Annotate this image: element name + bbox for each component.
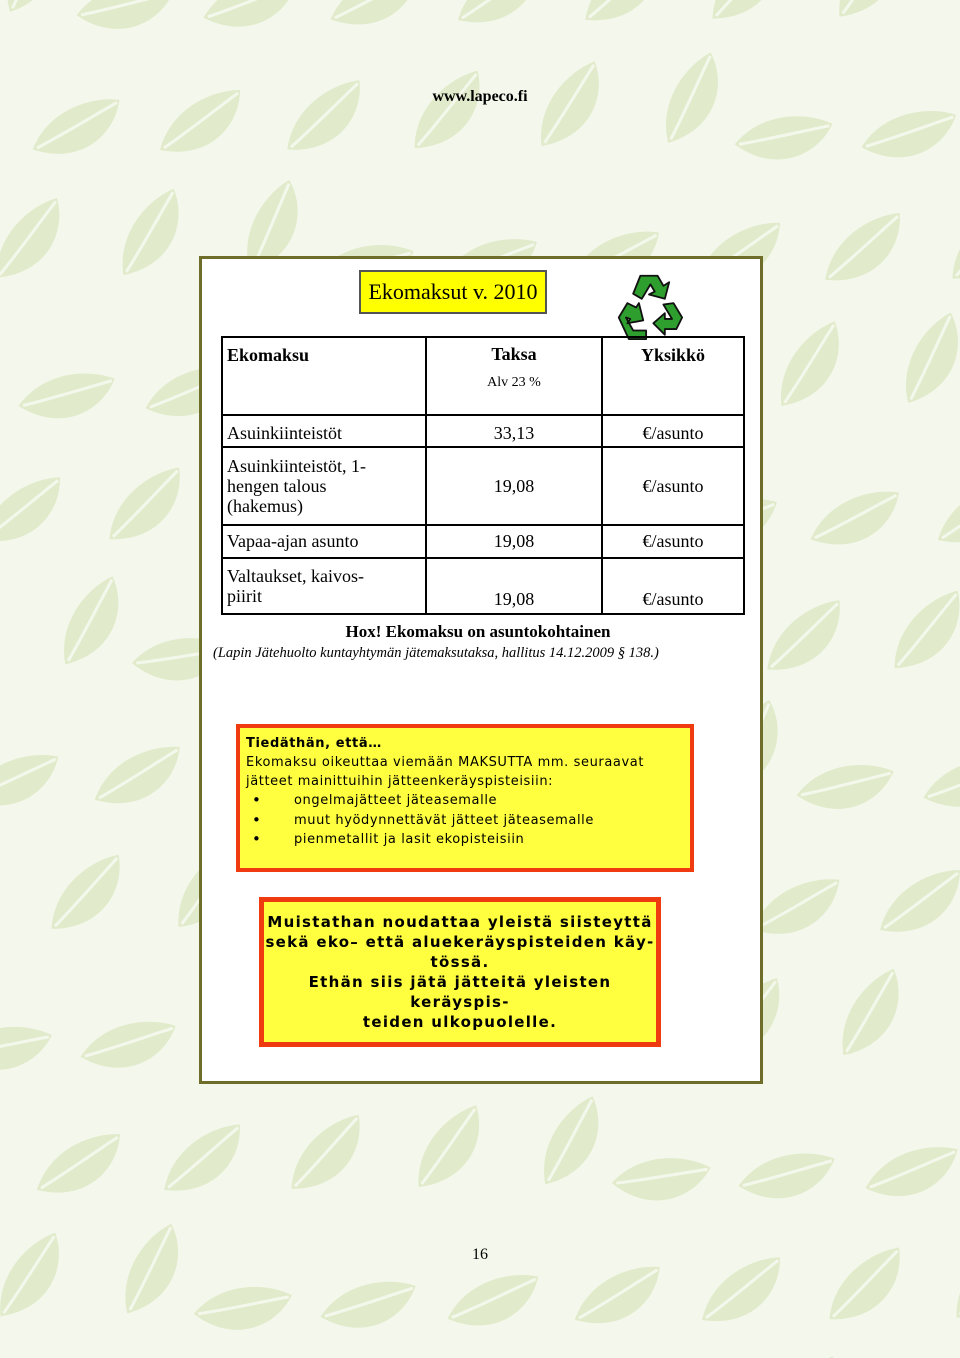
list-item: • ongelmajätteet jäteasemalle — [246, 791, 690, 811]
row-unit: €/asunto — [602, 525, 744, 558]
reminder-line: Ethän siis jätä jätteitä yleisten keräyspis- — [308, 973, 612, 1011]
row-name-line: hengen talous — [227, 476, 327, 496]
table-row — [222, 415, 744, 447]
note-heading: Hox! Ekomaksu on asuntokohtainen — [345, 622, 611, 641]
row-unit: €/asunto — [602, 415, 744, 447]
row-rate: 33,13 — [426, 415, 602, 447]
header-fee: Ekomaksu — [222, 337, 426, 415]
page-title: Ekomaksut v. 2010 — [359, 270, 547, 314]
page-number: 16 — [472, 1246, 488, 1263]
header-vat: Alv 23 % — [426, 371, 602, 415]
table-header-row — [222, 337, 744, 371]
table-row — [222, 525, 744, 558]
site-url: www.lapeco.fi — [432, 88, 528, 105]
info-line: jätteet mainittuihin jätteenkeräyspisteisiin: — [246, 774, 554, 789]
fee-table — [221, 336, 745, 615]
row-name — [222, 558, 426, 614]
reminder-line: Muistathan noudattaa yleistä siisteyttä — [267, 913, 653, 931]
row-unit: €/asunto — [602, 447, 744, 525]
row-unit: €/asunto — [602, 558, 744, 614]
row-name: Asuinkiinteistöt — [222, 415, 426, 447]
reminder-line: sekä eko– että aluekeräyspisteiden käy- — [265, 933, 655, 951]
row-name-line: Asuinkiinteistöt, 1- — [227, 456, 366, 476]
list-item: • pienmetallit ja lasit ekopisteisiin — [246, 830, 690, 850]
table-row — [222, 447, 744, 525]
row-name-line: (hakemus) — [227, 496, 303, 516]
row-name-line: piirit — [227, 586, 262, 606]
row-name — [222, 447, 426, 525]
row-name: Vapaa-ajan asunto — [222, 525, 426, 558]
info-line: Ekomaksu oikeuttaa viemään MAKSUTTA mm. seuraavat — [246, 755, 645, 770]
list-item: • muut hyödynnettävät jätteet jäteasemalle — [246, 811, 690, 831]
info-list — [246, 791, 690, 850]
table-row — [222, 558, 744, 614]
row-name-line: Valtaukset, kaivos- — [227, 566, 364, 586]
reminder-line: teiden ulkopuolelle. — [362, 1013, 558, 1031]
header-rate: Taksa — [426, 337, 602, 371]
row-rate: 19,08 — [426, 525, 602, 558]
reminder-box — [259, 897, 661, 1047]
recycle-icon — [612, 270, 686, 342]
row-rate: 19,08 — [426, 447, 602, 525]
header-unit: Yksikkö — [602, 337, 744, 415]
reminder-line: tössä. — [430, 953, 490, 971]
info-heading: Tiedäthän, että… — [246, 736, 382, 751]
note-source: (Lapin Jätehuolto kuntayhtymän jätemaksutaksa, hallitus 14.12.2009 § 138.) — [213, 645, 659, 661]
row-rate: 19,08 — [426, 558, 602, 614]
info-box — [236, 724, 694, 872]
